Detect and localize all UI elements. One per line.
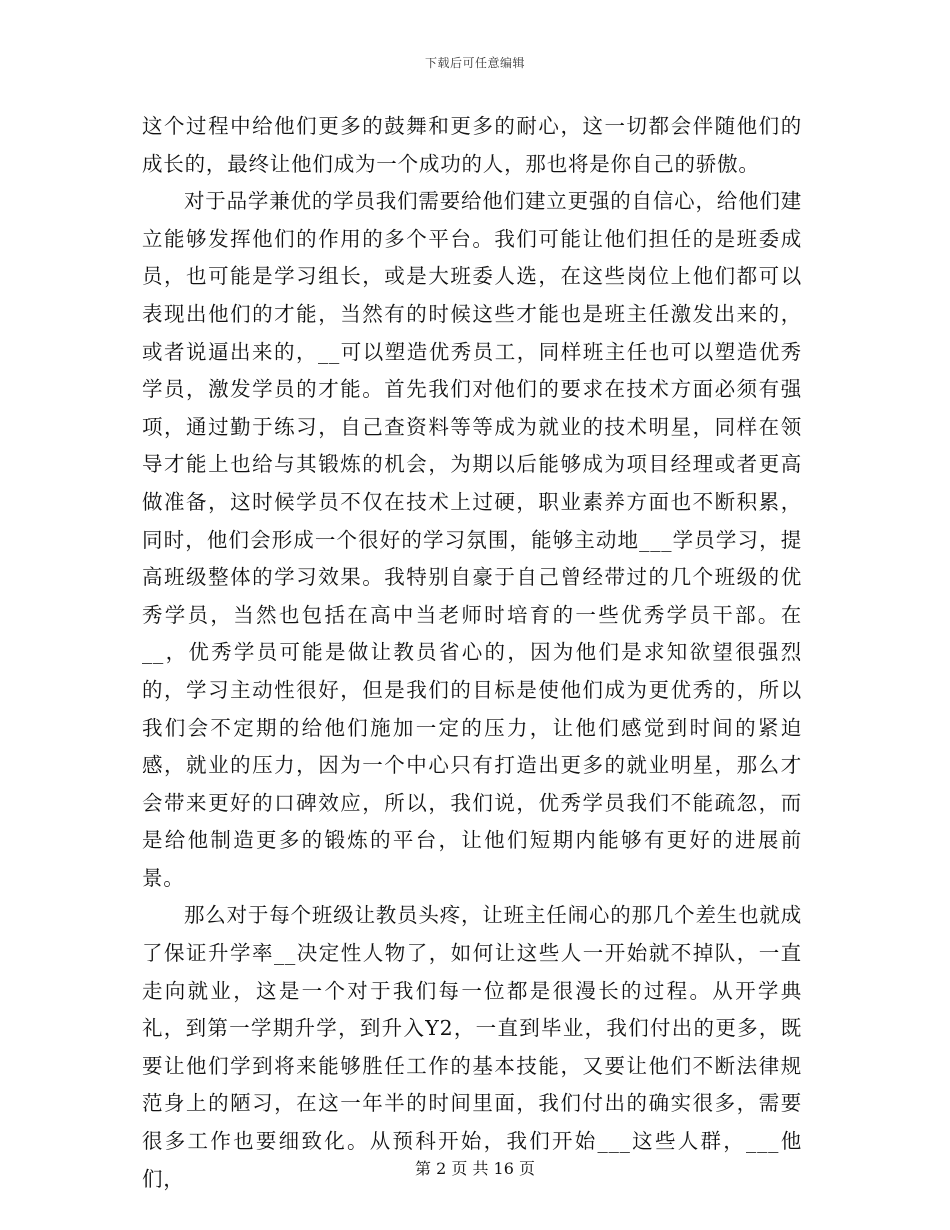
paragraph-2: 对于品学兼优的学员我们需要给他们建立更强的自信心，给他们建立能够发挥他们的作用的多个平台。我们可能让他们担任的是班委成员，也可能是学习组长，或是大班委人选，在这些岗位上他们都可以表现出他们的才能，当然有的时候这些才能也是班主任激发出来的，或者说逼出来的，__可以塑造优秀员工，同样班主任也可以塑造优秀学员，激发学员的才能。首先我们对他们的要求在技术方面必须有强项，通过勤于练习，自己查资料等等成为就业的技术明星，同样在领导才能上也给与其锻炼的机会，为期以后能够成为项目经理或者更高做准备，这时候学员不仅在技术上过硬，职业素养方面也不断积累，同时，他们会形成一个很好的学习氛围，能够主动地___学员学习，提高班级整体的学习效果。我特别自豪于自己曾经带过的几个班级的优秀学员，当然也包括在高中当老师时培育的一些优秀学员干部。在__，优秀学员可能是做让教员省心的，因为他们是求知欲望很强烈的，学习主动性很好，但是我们的目标是使他们成为更优秀的，所以我们会不定期的给他们施加一定的压力，让他们感觉到时间的紧迫感，就业的压力，因为一个中心只有打造出更多的就业明星，那么才会带来更好的口碑效应，所以，我们说，优秀学员我们不能疏忽，而是给他制造更多的锻炼的平台，让他们短期内能够有更好的进展前景。	[142, 189, 802, 890]
document-body	[142, 108, 802, 1198]
paragraph-3: 那么对于每个班级让教员头疼，让班主任闹心的那几个差生也就成了保证升学率__决定性人物了，如何让这些人一开始就不掉队，一直走向就业，这是一个对于我们每一位都是很漫长的过程。从开学典礼，到第一学期升学，到升入Y2，一直到毕业，我们付出的更多，既要让他们学到将来能够胜任工作的基本技能，又要让他们不断法律规范身上的陋习，在这一年半的时间里面，我们付出的确实很多，需要很多工作也要细致化。从预科开始，我们开始___这些人群，___他们，	[142, 903, 802, 1191]
page-footer: 第 2 页 共 16 页	[415, 1159, 535, 1178]
page-header: 下载后可任意编辑	[424, 56, 525, 70]
paragraph-1: 这个过程中给他们更多的鼓舞和更多的耐心，这一切都会伴随他们的成长的，最终让他们成为一个成功的人，那也将是你自己的骄傲。	[142, 114, 802, 176]
